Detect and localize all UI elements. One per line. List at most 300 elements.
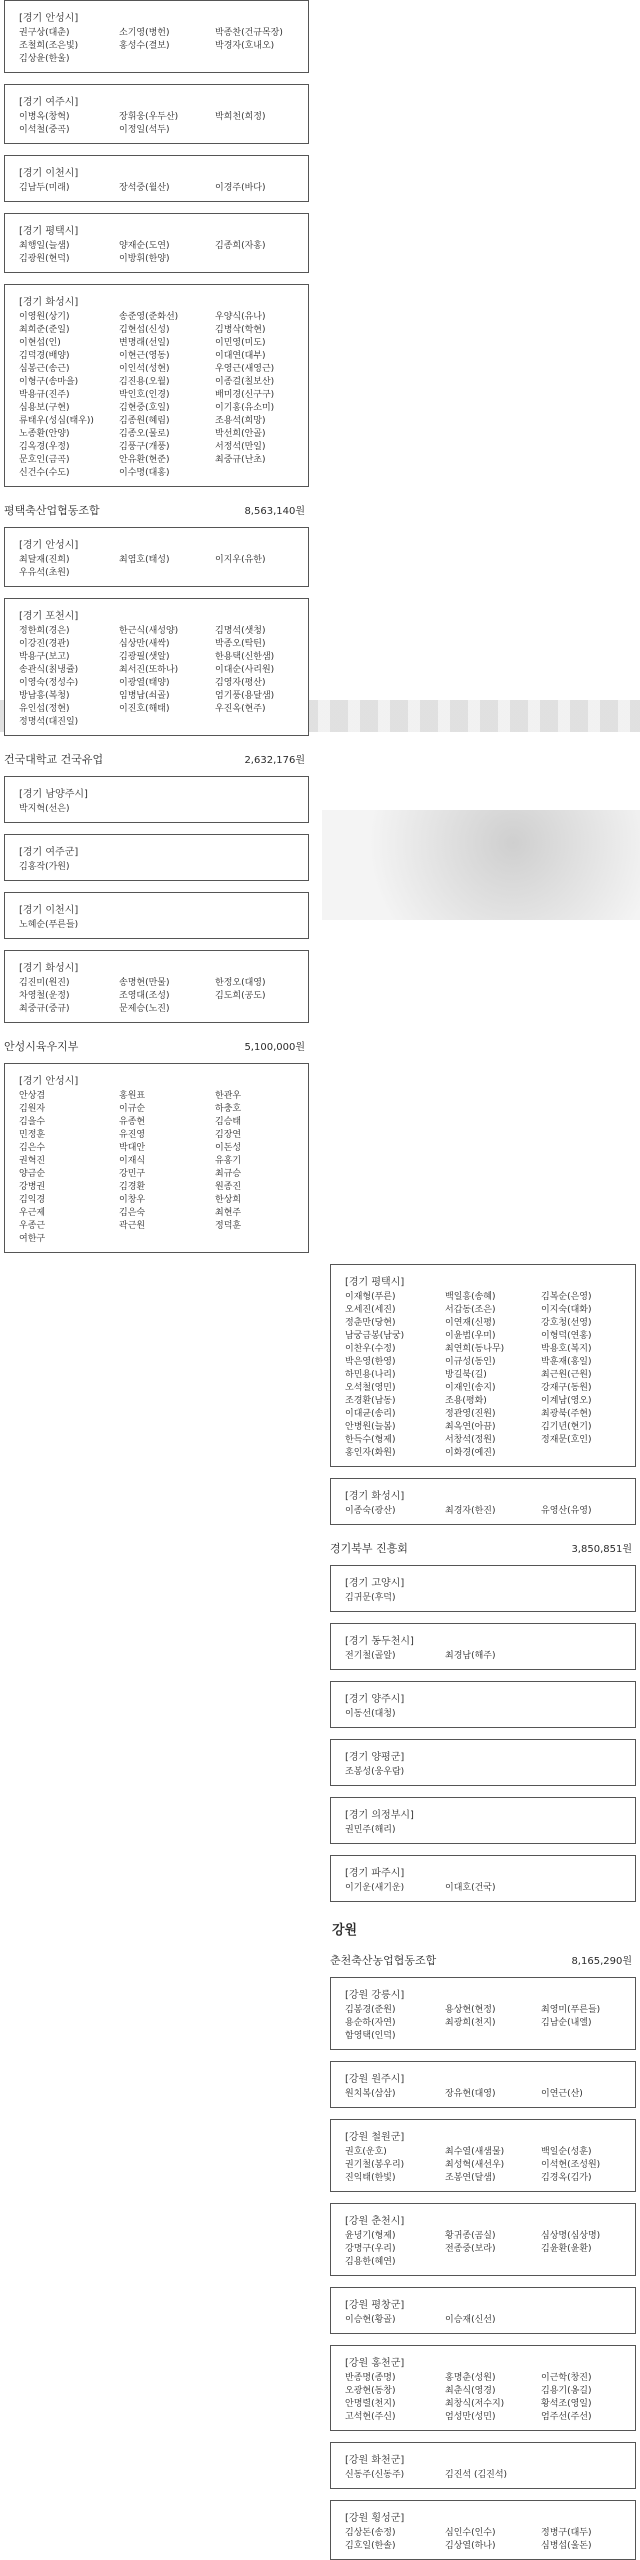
- donor-group-box: [4, 527, 309, 587]
- donor-name: 이규순: [119, 1104, 146, 1114]
- donor-name: 원종진: [215, 1182, 242, 1192]
- donor-name: 이형구(송마을): [19, 377, 79, 387]
- donor-name: 이민영(미도): [215, 338, 266, 348]
- organization-heading: [330, 1536, 636, 1563]
- group-region-title: [경기 안성시]: [19, 1076, 79, 1087]
- donor-name: 김현섭(신성): [119, 325, 170, 335]
- organization-name: 경기북부 진흥회: [330, 1542, 408, 1555]
- donor-name-grid: [345, 1766, 625, 1779]
- donor-name: 김현중(호일): [119, 403, 170, 413]
- donor-name: 김옥경(우정): [19, 442, 70, 452]
- donor-group-box: [4, 284, 309, 487]
- donor-name: 우진옥(현주): [215, 704, 266, 714]
- donor-name: 하충호: [215, 1104, 242, 1114]
- donor-name: 심봉근(송근): [19, 364, 70, 374]
- donor-name: 이영원(상기): [19, 312, 70, 322]
- donor-name: 남궁금봉(남궁): [345, 1331, 405, 1341]
- donor-name: 최연희(동나무): [445, 1344, 505, 1354]
- donor-name: 이윤범(우미): [445, 1331, 496, 1341]
- donor-name: 권호(운호): [345, 2147, 387, 2157]
- donor-name: 하민용(나리): [345, 1370, 396, 1380]
- donor-name: 용상현(현정): [445, 2005, 496, 2015]
- donor-name: 엄성만(성민): [445, 2412, 496, 2422]
- donor-name: 이계남(영오): [541, 1396, 592, 1406]
- donor-name: 강병권: [19, 1182, 46, 1192]
- organization-heading: [4, 498, 309, 525]
- donor-name: 김은숙: [119, 1208, 146, 1218]
- donor-name-grid: [345, 1650, 625, 1663]
- donor-group-box: [4, 1063, 309, 1253]
- donor-name-grid: [345, 1505, 625, 1518]
- donor-name: 최중규(난초): [215, 455, 266, 465]
- donor-name: 이대호(건국): [445, 1883, 496, 1893]
- donor-name: 여한구: [19, 1234, 46, 1244]
- donor-name: 조봉성(웅우람): [345, 1767, 405, 1777]
- donor-name: 최경자(한진): [445, 1506, 496, 1516]
- donor-name: 신동주(신동주): [345, 2470, 405, 2480]
- donor-name-grid: [19, 27, 298, 66]
- donor-name: 최서진(또하나): [119, 665, 179, 675]
- group-region-title: [경기 안성시]: [19, 13, 79, 24]
- donor-name: 전종중(보라): [445, 2244, 496, 2254]
- donor-name: 이승현(황골): [345, 2315, 396, 2325]
- donor-name: 이영숙(정성수): [19, 678, 79, 688]
- donor-name: 소기영(병헌): [119, 28, 170, 38]
- donor-name: 최염호(태성): [119, 555, 170, 565]
- donor-name: 정병구(대두): [541, 2528, 592, 2538]
- donor-name: 장석중(월산): [119, 183, 170, 193]
- donor-name: 박종찬(건규목장): [215, 28, 283, 38]
- donor-name: 정덕훈: [215, 1221, 242, 1231]
- donor-group-box: [4, 776, 309, 823]
- donor-name: 김홍작(가원): [19, 862, 70, 872]
- donor-name: 안상겸: [19, 1091, 46, 1101]
- donor-group-box: [4, 0, 309, 73]
- donor-name: 권기철(봉우리): [345, 2160, 405, 2170]
- group-region-title: [경기 동두천시]: [345, 1636, 414, 1647]
- donor-name: 박선희(안골): [215, 429, 266, 439]
- donor-name: 이형덕(연홍): [541, 1331, 592, 1341]
- donor-name: 최옥연(아끔): [445, 1422, 496, 1432]
- donor-name: 이기운(새기운): [345, 1883, 405, 1893]
- donor-name-grid: [345, 2314, 625, 2327]
- donor-name: 이돈성: [215, 1143, 242, 1153]
- group-region-title: [경기 의정부시]: [345, 1810, 414, 1821]
- donor-name: 김영자(평산): [215, 678, 266, 688]
- donation-amount: 8,165,290원: [571, 1956, 632, 1967]
- donor-name: 이규성(동인): [445, 1357, 496, 1367]
- donor-name: 김경환: [119, 1182, 146, 1192]
- organization-name: 안성시육우지부: [4, 1040, 79, 1053]
- group-region-title: [경기 여주시]: [19, 97, 79, 108]
- donor-name: 신건수(수도): [19, 468, 70, 478]
- group-region-title: [강원 원주시]: [345, 2074, 405, 2085]
- donor-name: 이재형(푸른): [345, 1292, 396, 1302]
- donor-name: 박대안: [119, 1143, 146, 1153]
- donor-name-grid: [345, 2230, 625, 2269]
- donor-name: 박경자(호내오): [215, 41, 275, 51]
- donor-name: 송명현(만물): [119, 978, 170, 988]
- donor-name: 장휘웅(우두산): [119, 112, 179, 122]
- donor-name: 황귀종(곰실): [445, 2231, 496, 2241]
- donor-name: 홍인자(화원): [345, 1448, 396, 1458]
- donor-name: 정재문(호인): [541, 1435, 592, 1445]
- donor-name: 김종오(물로): [119, 429, 170, 439]
- donor-group-box: [330, 1855, 636, 1902]
- donor-name: 박용규(진주): [19, 390, 70, 400]
- left-column: [4, 0, 309, 1253]
- donor-name: 조용(평화): [445, 1396, 487, 1406]
- donor-name: 최성혁(새선우): [445, 2160, 505, 2170]
- group-region-title: [강원 홍천군]: [345, 2358, 405, 2369]
- group-region-title: [경기 이천시]: [19, 905, 79, 916]
- donor-name: 최경남(해주): [445, 1651, 496, 1661]
- donor-name: 이석철(중곡): [19, 125, 70, 135]
- donor-name: 최근원(근원): [541, 1370, 592, 1380]
- donor-name: 이지우(유한): [215, 555, 266, 565]
- donor-name: 최달재(진희): [19, 555, 70, 565]
- donor-name: 우근제: [19, 1208, 46, 1218]
- donor-name: 정명석(대진일): [19, 717, 79, 727]
- donor-name: 김승태: [215, 1117, 242, 1127]
- donor-group-box: [4, 84, 309, 144]
- donation-amount: 8,563,140원: [244, 506, 305, 517]
- donor-name-grid: [345, 1592, 625, 1605]
- donor-name-grid: [345, 1708, 625, 1721]
- donor-name: 이찬우(수정): [345, 1344, 396, 1354]
- donor-name: 변명래(선일): [119, 338, 170, 348]
- donor-group-box: [330, 1264, 636, 1467]
- donor-name: 이근학(창진): [541, 2373, 592, 2383]
- donor-name-grid: [19, 240, 298, 266]
- donor-name: 박은영(한영): [345, 1357, 396, 1367]
- donor-name-grid: [19, 625, 298, 729]
- donor-name: 이화경(예진): [445, 1448, 496, 1458]
- donor-name: 권혁진: [19, 1156, 46, 1166]
- group-region-title: [경기 평택시]: [19, 226, 79, 237]
- donor-name: 이인석(성현): [119, 364, 170, 374]
- donor-name: 함영택(인덕): [345, 2031, 396, 2041]
- donor-name-grid: [345, 1824, 625, 1837]
- donor-name: 이종걸(칠보산): [215, 377, 275, 387]
- donor-name: 우양식(유나): [215, 312, 266, 322]
- donor-name: 최창식(저수지): [445, 2399, 505, 2409]
- donor-name: 김종원(혜림): [119, 416, 170, 426]
- donor-name: 정한희(경은): [19, 626, 70, 636]
- donor-name: 반종명(종명): [345, 2373, 396, 2383]
- donor-group-box: [330, 1565, 636, 1612]
- donor-name: 최행일(늘샘): [19, 241, 70, 251]
- donor-name: 조철희(조은빛): [19, 41, 79, 51]
- donor-name: 이창우: [119, 1195, 146, 1205]
- donor-name-grid: [345, 1882, 625, 1895]
- donor-name: 이석현(조성원): [541, 2160, 601, 2170]
- donor-name: 김상윤(한울): [19, 54, 70, 64]
- donor-group-box: [330, 2442, 636, 2489]
- donor-group-box: [330, 2500, 636, 2560]
- donation-amount: 5,100,000원: [244, 1042, 305, 1053]
- donor-name: 우종근: [19, 1221, 46, 1231]
- donor-name-grid: [345, 2527, 625, 2553]
- donor-name: 양재순(도연): [119, 241, 170, 251]
- donor-name: 유홍기: [215, 1156, 242, 1166]
- group-region-title: [경기 화성시]: [19, 297, 79, 308]
- donor-name: 박용구(보고): [19, 652, 70, 662]
- group-region-title: [강원 춘천시]: [345, 2216, 405, 2227]
- donor-name: 이재식: [119, 1156, 146, 1166]
- donor-group-box: [4, 950, 309, 1023]
- organization-heading: [330, 1948, 636, 1975]
- donor-name-grid: [19, 977, 298, 1016]
- donor-name: 이대연(대부): [215, 351, 266, 361]
- donor-name-grid: [19, 111, 298, 137]
- donor-name: 김봉경(준원): [345, 2005, 396, 2015]
- donor-name: 김명석(샛청): [215, 626, 266, 636]
- region-heading: 강원: [332, 1923, 358, 1938]
- donor-name: 김호일(한솔): [345, 2541, 396, 2551]
- group-region-title: [경기 양주시]: [345, 1694, 405, 1705]
- donor-name: 최중규(중규): [19, 1004, 70, 1014]
- donor-name: 김윤환(윤환): [541, 2244, 592, 2254]
- group-region-title: [경기 남양주시]: [19, 789, 88, 800]
- donor-name: 최광북(주현): [541, 1409, 592, 1419]
- donor-name: 최수열(새샘물): [445, 2147, 505, 2157]
- donor-name: 홍원표: [119, 1091, 146, 1101]
- donor-name: 서갑동(조은): [445, 1305, 496, 1315]
- group-region-title: [강원 횡성군]: [345, 2513, 405, 2524]
- donor-name: 안명렬(천지): [345, 2399, 396, 2409]
- donor-name: 심상만(새싹): [119, 639, 170, 649]
- donor-name: 유종현: [119, 1117, 146, 1127]
- donor-name-grid: [19, 861, 298, 874]
- donor-name: 고석현(주신): [345, 2412, 396, 2422]
- donor-name: 황석조(영일): [541, 2399, 592, 2409]
- donor-name: 김익경: [19, 1195, 46, 1205]
- donor-name: 송준영(준화선): [119, 312, 179, 322]
- group-region-title: [경기 화성시]: [345, 1491, 405, 1502]
- donor-name: 강명구(우리): [345, 2244, 396, 2254]
- donor-name: 박인호(인경): [119, 390, 170, 400]
- group-region-title: [경기 화성시]: [19, 963, 79, 974]
- donor-name: 이수명(대홍): [119, 468, 170, 478]
- donor-name: 이경주(바다): [215, 183, 266, 193]
- donor-name: 김기년(현기): [541, 1422, 592, 1432]
- donor-name: 박종오(탁틴): [215, 639, 266, 649]
- donor-name-grid: [19, 554, 298, 580]
- donor-name: 이연근(산): [541, 2089, 583, 2099]
- donor-name: 이지숙(대화): [541, 1305, 592, 1315]
- donor-name: 이방휘(한양): [119, 254, 170, 264]
- organization-name: 평택축산업협동조합: [4, 504, 100, 517]
- donor-name: 백일흥(송혜): [445, 1292, 496, 1302]
- donor-name: 진익태(한빛): [345, 2173, 396, 2183]
- donor-name: 우영근(새영근): [215, 364, 275, 374]
- donor-name: 김상열(하나): [445, 2541, 496, 2551]
- donor-name-grid: [345, 2088, 625, 2101]
- organization-name: 춘천축산농업협동조합: [330, 1954, 437, 1967]
- donor-name: 최규승: [215, 1169, 242, 1179]
- donor-name-grid: [345, 1291, 625, 1460]
- donor-name: 백일순(성훈): [541, 2147, 592, 2157]
- right-column: [330, 1264, 636, 2560]
- donor-group-box: [330, 2119, 636, 2192]
- donor-name: 이승재(신선): [445, 2315, 496, 2325]
- donor-name: 최현주: [215, 1208, 242, 1218]
- donor-name: 이광열(태양): [119, 678, 170, 688]
- donor-name-grid: [345, 2469, 625, 2482]
- donor-name: 김용기(옹길): [541, 2386, 592, 2396]
- donor-name: 이대순(사리원): [215, 665, 275, 675]
- donor-name: 이연재(신평): [445, 1318, 496, 1328]
- donor-name: 한득수(형제): [345, 1435, 396, 1445]
- donor-name: 노종환(안양): [19, 429, 70, 439]
- donor-name-grid: [345, 2146, 625, 2185]
- donor-name: 김진석 (김진석): [445, 2470, 508, 2480]
- donor-name: 김경옥(김가): [541, 2173, 592, 2183]
- donor-name-grid: [19, 311, 298, 480]
- donor-name: 한상희: [215, 1195, 242, 1205]
- donation-amount: 2,632,176원: [244, 755, 305, 766]
- donor-name: 양금순: [19, 1169, 46, 1179]
- donor-group-box: [4, 834, 309, 881]
- donor-name: 이대균(송리): [345, 1409, 396, 1419]
- donor-name: 이재인(송지): [445, 1383, 496, 1393]
- donor-name: 엄주선(주선): [541, 2412, 592, 2422]
- group-region-title: [강원 평창군]: [345, 2300, 405, 2311]
- donor-name: 김광원(현덕): [19, 254, 70, 264]
- donor-name-grid: [19, 182, 298, 195]
- donor-name: 강호청(선영): [541, 1318, 592, 1328]
- donor-name: 이현근(영동): [119, 351, 170, 361]
- donor-group-box: [330, 2345, 636, 2431]
- donor-name: 정관영(진원): [445, 1409, 496, 1419]
- donor-name: 이기홍(유소미): [215, 403, 275, 413]
- donor-name: 김을수: [19, 1117, 46, 1127]
- group-region-title: [경기 양평군]: [345, 1752, 405, 1763]
- group-region-title: [강원 화천군]: [345, 2455, 405, 2466]
- donor-group-box: [4, 213, 309, 273]
- donor-name: 이정일(석두): [119, 125, 170, 135]
- donor-name: 박희천(희정): [215, 112, 266, 122]
- donor-name: 원치복(삼삼): [345, 2089, 396, 2099]
- donor-name: 장유현(대영): [445, 2089, 496, 2099]
- donor-name: 이동선(대청): [345, 1709, 396, 1719]
- donor-name: 박훈재(홍일): [541, 1357, 592, 1367]
- donor-name: 이병옥(창혁): [19, 112, 70, 122]
- donor-name: 서창석(정원): [445, 1435, 496, 1445]
- donor-name-grid: [19, 1090, 298, 1246]
- donor-name: 김상돈(송정): [345, 2528, 396, 2538]
- donor-name: 오광현(동창): [345, 2386, 396, 2396]
- donation-amount: 3,850,851원: [571, 1544, 632, 1555]
- donor-name-grid: [19, 919, 298, 932]
- donor-name: 전기철(골알): [345, 1651, 396, 1661]
- donor-name: 한근식(새성양): [119, 626, 179, 636]
- donor-name: 김풍구(개풍): [119, 442, 170, 452]
- donor-name: 안병원(늘봄): [345, 1422, 396, 1432]
- donor-name: 강민구: [119, 1169, 146, 1179]
- donor-name: 용순하(자연): [345, 2018, 396, 2028]
- donor-name: 엄기풍(용달샘): [215, 691, 275, 701]
- donor-name: 최광희(천지): [445, 2018, 496, 2028]
- donor-name: 김원자: [19, 1104, 46, 1114]
- donor-group-box: [330, 2061, 636, 2108]
- donor-group-box: [4, 155, 309, 202]
- donor-name: 오석철(영민): [345, 1383, 396, 1393]
- donor-name: 이종숙(광산): [345, 1506, 396, 1516]
- group-region-title: [경기 평택시]: [345, 1277, 405, 1288]
- donor-name: 박지혁(선은): [19, 804, 70, 814]
- donor-group-box: [330, 1623, 636, 1670]
- group-region-title: [경기 포천시]: [19, 611, 79, 622]
- donor-group-box: [4, 892, 309, 939]
- donor-name: 한용택(신한샘): [215, 652, 275, 662]
- donor-name-grid: [345, 2004, 625, 2043]
- donor-name: 조경환(남동): [345, 1396, 396, 1406]
- donor-name: 조영대(조성): [119, 991, 170, 1001]
- donor-name: 심용보(구현): [19, 403, 70, 413]
- donor-name: 권민주(해리): [345, 1825, 396, 1835]
- group-region-title: [강원 철원군]: [345, 2132, 405, 2143]
- group-region-title: [경기 이천시]: [19, 168, 79, 179]
- donor-group-box: [330, 2203, 636, 2276]
- donor-name: 김종희(자홍): [215, 241, 266, 251]
- donor-name: 최영미(푸른들): [541, 2005, 601, 2015]
- donor-name: 박용호(복지): [541, 1344, 592, 1354]
- donor-name: 김은수: [19, 1143, 46, 1153]
- donor-name: 김도희(공도): [215, 991, 266, 1001]
- donor-name: 강재구(동원): [541, 1383, 592, 1393]
- donor-name: 문제승(노진): [119, 1004, 170, 1014]
- donor-name: 방남흥(복청): [19, 691, 70, 701]
- donor-name: 송관식(칡냉쥴): [19, 665, 79, 675]
- donor-name: 권구상(대춘): [19, 28, 70, 38]
- donor-name: 김진미(원진): [19, 978, 70, 988]
- donor-name: 김병삭(학현): [215, 325, 266, 335]
- donor-name: 김장연: [215, 1130, 242, 1140]
- group-region-title: [경기 고양시]: [345, 1578, 405, 1589]
- crowd-photo-background: [322, 810, 640, 920]
- donor-name: 조용석(희망): [215, 416, 266, 426]
- donor-group-box: [4, 598, 309, 736]
- donor-name: 심병섭(울돈): [541, 2541, 592, 2551]
- donor-name: 한관우: [215, 1091, 242, 1101]
- donor-name: 이현섭(인): [19, 338, 61, 348]
- donor-name: 심인수(인수): [445, 2528, 496, 2538]
- donor-name: 김용한(혜연): [345, 2257, 396, 2267]
- organization-heading: [4, 1034, 309, 1061]
- donor-name: 노혜순(푸른들): [19, 920, 79, 930]
- donor-name: 최춘식(영경): [445, 2386, 496, 2396]
- donor-name: 유진영: [119, 1130, 146, 1140]
- donor-name: 서정석(만일): [215, 442, 266, 452]
- donor-group-box: [330, 1977, 636, 2050]
- donor-name: 김귀문(후덕): [345, 1593, 396, 1603]
- donor-name: 임병남(쇠골): [119, 691, 170, 701]
- donor-group-box: [330, 1681, 636, 1728]
- donor-name: 김덕경(배양): [19, 351, 70, 361]
- donor-name: 민정훈: [19, 1130, 46, 1140]
- donor-name: 정춘만(당현): [345, 1318, 396, 1328]
- donor-name: 윤녕기(형제): [345, 2231, 396, 2241]
- donor-name: 이진호(해태): [119, 704, 170, 714]
- donor-name: 김남순(내엘): [541, 2018, 592, 2028]
- donor-name: 오세진(세진): [345, 1305, 396, 1315]
- donor-name: 문호인(금곡): [19, 455, 70, 465]
- donor-name: 김복순(은영): [541, 1292, 592, 1302]
- donor-name: 차영철(운정): [19, 991, 70, 1001]
- donor-name: 안유환(현준): [119, 455, 170, 465]
